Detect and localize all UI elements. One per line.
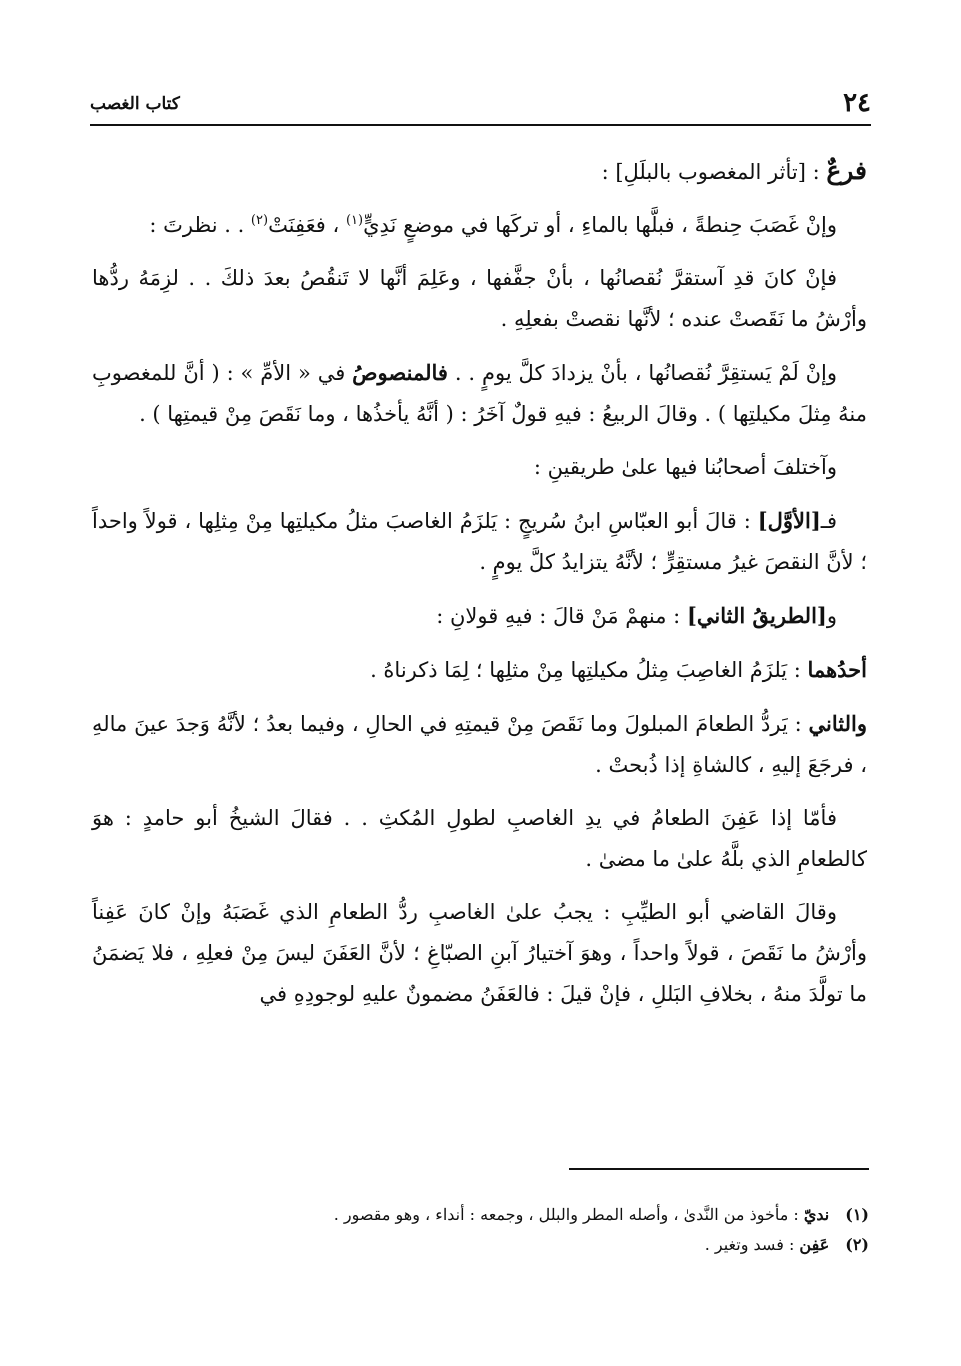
- paragraph-7-text: : منهمْ مَنْ قالَ : فيهِ قولانِ :: [436, 604, 687, 628]
- section-heading: [92, 150, 867, 193]
- paragraph-11: وقالَ القاضي أبو الطيِّبِ : يجبُ علىٰ الغاصبِ ردُّ الطعامِ الذي غَصَبَهُ وإنْ كانَ عَفِناً وأرْشُ ما نَقَصَ ، قولاً واحداً ، وهوَ آختيارُ آبنِ الصبّاغِ ؛ لأنَّ العَفَنَ ليسَ مِنْ فعلِهِ ، فلا يَضمَنُ ما تولَّدَ منهُ ، بخلافِ البَللِ ، فإنْ قيلَ : فالعَفَنُ مضمونٌ عليهِ لوجودِهِ في: [92, 900, 867, 1006]
- paragraph-9-text: : يَردُّ الطعامَ المبلولَ وما نَقَصَ مِنْ قيمتِهِ في الحالِ ، وفيما بعدُ ؛ لأنَّهُ وَجدَ عينَ مالهِ ، فرجَعَ إليهِ ، كالشاةِ إذا ذُبحتْ .: [92, 712, 867, 777]
- footnote-term: نديّ: [803, 1205, 830, 1224]
- paragraph-8-text: : يَلزَمُ الغاصِبَ مِثلُ مكيلتِها مِنْ مثلِها ؛ لِمَا ذكرناهُ .: [370, 658, 808, 682]
- paragraph-3: فإنْ كانَ قدِ آستقرَّ نُقصانُها ، بأنْ جفَّفها ، وعَلِمَ أنَّها لا تَنقُصُ بعدَ ذلكَ . . لزِمَهُ ردُّها وأرْشُ ما نَقَصتْ عنده ؛ لأنَّها نقصتْ بفعلِهِ .: [92, 266, 867, 331]
- footnote-1: [92, 1200, 869, 1230]
- main-text: [92, 150, 867, 1027]
- first-method-label: [الأوَّل]: [757, 508, 821, 533]
- footnote-ref-2[interactable]: (٢): [250, 213, 269, 228]
- paragraph-6-prefix: فـ: [820, 509, 837, 533]
- footnote-text: : فسد وتغير .: [704, 1235, 800, 1254]
- footnote-rule: [569, 1168, 869, 1170]
- footnote-text: : مأخوذ من النَّدىٰ ، وأصله المطر والبلل ، وجمعه : أنداء ، وهو مقصور .: [333, 1205, 804, 1224]
- footnote-ref-1[interactable]: (١): [345, 213, 364, 228]
- paragraph-7: [92, 595, 867, 637]
- second-opinion-label: والثاني: [808, 711, 867, 736]
- footnote-2: [92, 1230, 869, 1260]
- paragraph-9: [92, 703, 867, 786]
- paragraph-4-text-b: في « الأمِّ » : ( أنَّ للمغصوبِ منهُ مِثلَ مكيلتِها ) . وقالَ الربيعُ : فيهِ قولٌ آخَرُ : ( أنَّهُ يأخذُها ، وما نَقَصَ مِنْ قيمتِها ) .: [92, 361, 867, 426]
- paragraph-6-text: : قالَ أبو العبّاسِ ابنُ سُريجٍ : يَلزَمُ الغاصبَ مثلُ مكيلتِها مِنْ مِثلِها ، قولاً واحداً ؛ لأنَّ النقصَ غيرُ مستقِرٍّ ؛ لأنَّهُ يتزايدُ كلَّ يومٍ .: [92, 509, 867, 574]
- footnote-number: (٢): [845, 1235, 869, 1254]
- paragraph-2-text-b: ، فعَفِنَتْ: [268, 213, 346, 237]
- paragraph-4: [92, 352, 867, 435]
- footnotes: [92, 1200, 869, 1260]
- paragraph-2-text-c: . . نظرتَ :: [149, 213, 251, 237]
- paragraph-5: وآختلفَ أصحابُنا فيها علىٰ طريقينِ :: [533, 455, 837, 479]
- section-lead: فرعٌ: [826, 156, 867, 185]
- header-rule: [90, 124, 871, 126]
- running-title: كتاب الغصب: [90, 94, 180, 114]
- footnote-number: (١): [845, 1205, 869, 1224]
- page-number: ٢٤: [843, 88, 871, 118]
- paragraph-4-text-a: وإنْ لَمْ يَستقِرَّ نُقصانُها ، بأنْ يزدادَ كلَّ يومٍ . .: [447, 361, 838, 385]
- paragraph-7-prefix: و: [826, 604, 837, 628]
- paragraph-2: [92, 205, 867, 246]
- paragraph-6: [92, 500, 867, 583]
- paragraph-8: [92, 649, 867, 691]
- second-method-label: [الطريقُ الثاني]: [686, 603, 827, 628]
- footnote-term: عَفِن: [799, 1235, 830, 1254]
- page-header: [90, 86, 871, 120]
- paragraph-10: فأمّا إذا عَفِنَ الطعامُ في يدِ الغاصبِ لطولِ المُكثِ . . فقالَ الشيخُ أبو حامدٍ : هوَ كالطعامِ الذي بلَّهُ علىٰ ما مضىٰ .: [92, 806, 867, 871]
- paragraph-2-text-a: وإنْ غَصَبَ حِنطةً ، فبلَّها بالماءِ ، أو تركَها في موضعٍ نَدِيٍّ: [363, 213, 837, 237]
- paragraph-4-bold: فالمنصوصُ: [352, 360, 448, 385]
- section-title: : [تأثر المغصوب بالبلَلِ] :: [601, 160, 827, 184]
- first-opinion-label: أحدُهما: [807, 657, 867, 682]
